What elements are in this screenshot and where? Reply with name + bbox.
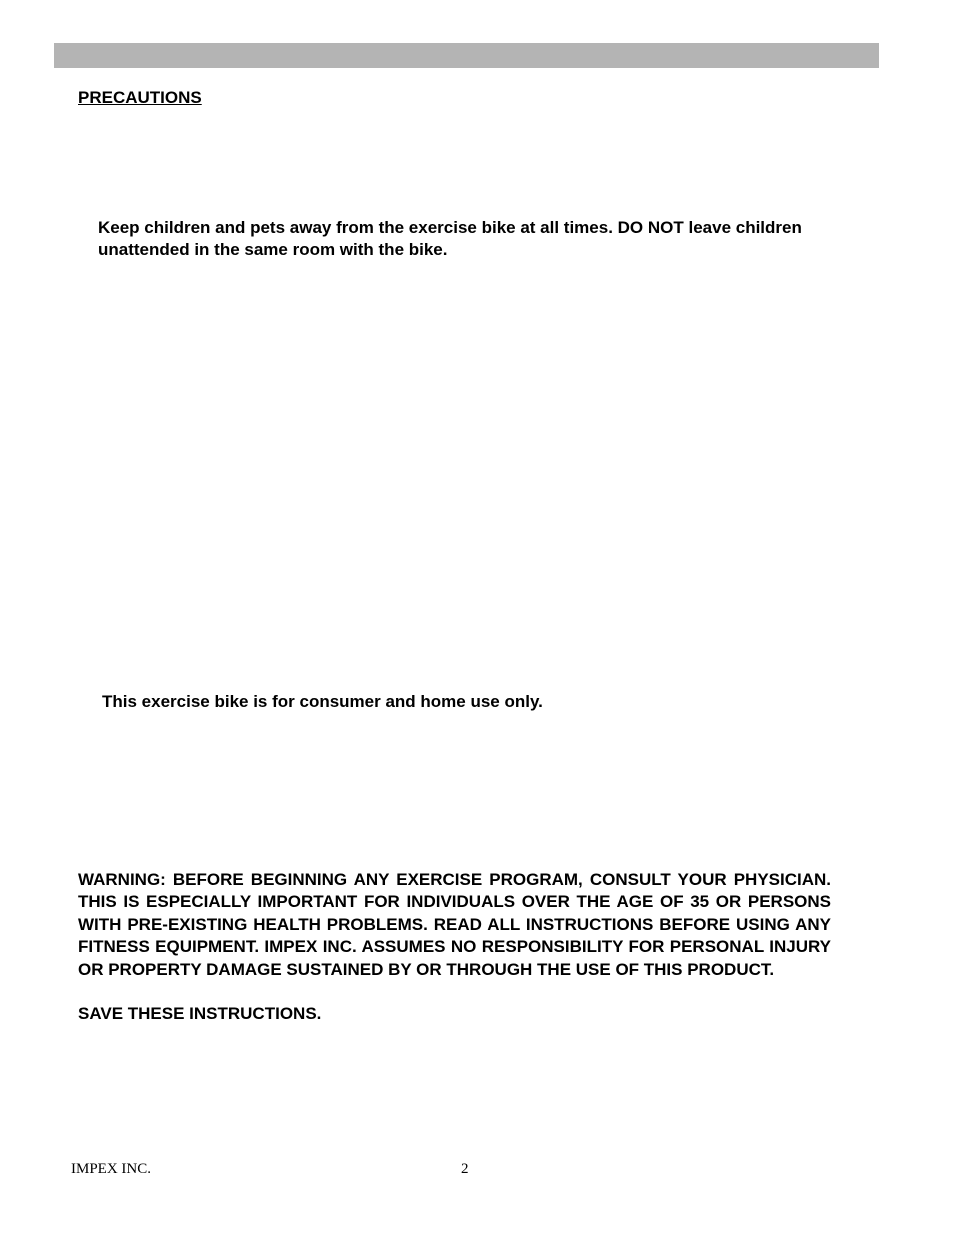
header-bar bbox=[54, 43, 879, 68]
section-title: PRECAUTIONS bbox=[78, 88, 202, 107]
warning-paragraph: WARNING: BEFORE BEGINNING ANY EXERCISE PROGRAM, CONSULT YOUR PHYSICIAN. THIS IS ESPECIALLY IMPORTANT FOR INDIVIDUALS OVER THE AGE OF 35 OR PERSONS WITH PRE-EXISTING HEALTH PROBLEMS. READ ALL INSTRUCTIONS BEFORE USING ANY FITNESS EQUIPMENT. IMPEX INC. ASSUMES NO RESPONSIBILITY FOR PERSONAL INJURY OR PROPERTY DAMAGE SUSTAINED BY OR THROUGH THE USE OF THIS PRODUCT. bbox=[78, 870, 831, 979]
page-number: 2 bbox=[461, 1161, 469, 1177]
footer-company: IMPEX INC. bbox=[71, 1161, 152, 1177]
precaution-children-pets: Keep children and pets away from the exercise bike at all times. DO NOT leave children unattended in the same room with the bike. bbox=[98, 218, 802, 259]
save-instructions: SAVE THESE INSTRUCTIONS. bbox=[78, 1004, 322, 1023]
precaution-home-use: This exercise bike is for consumer and home use only. bbox=[102, 692, 543, 711]
